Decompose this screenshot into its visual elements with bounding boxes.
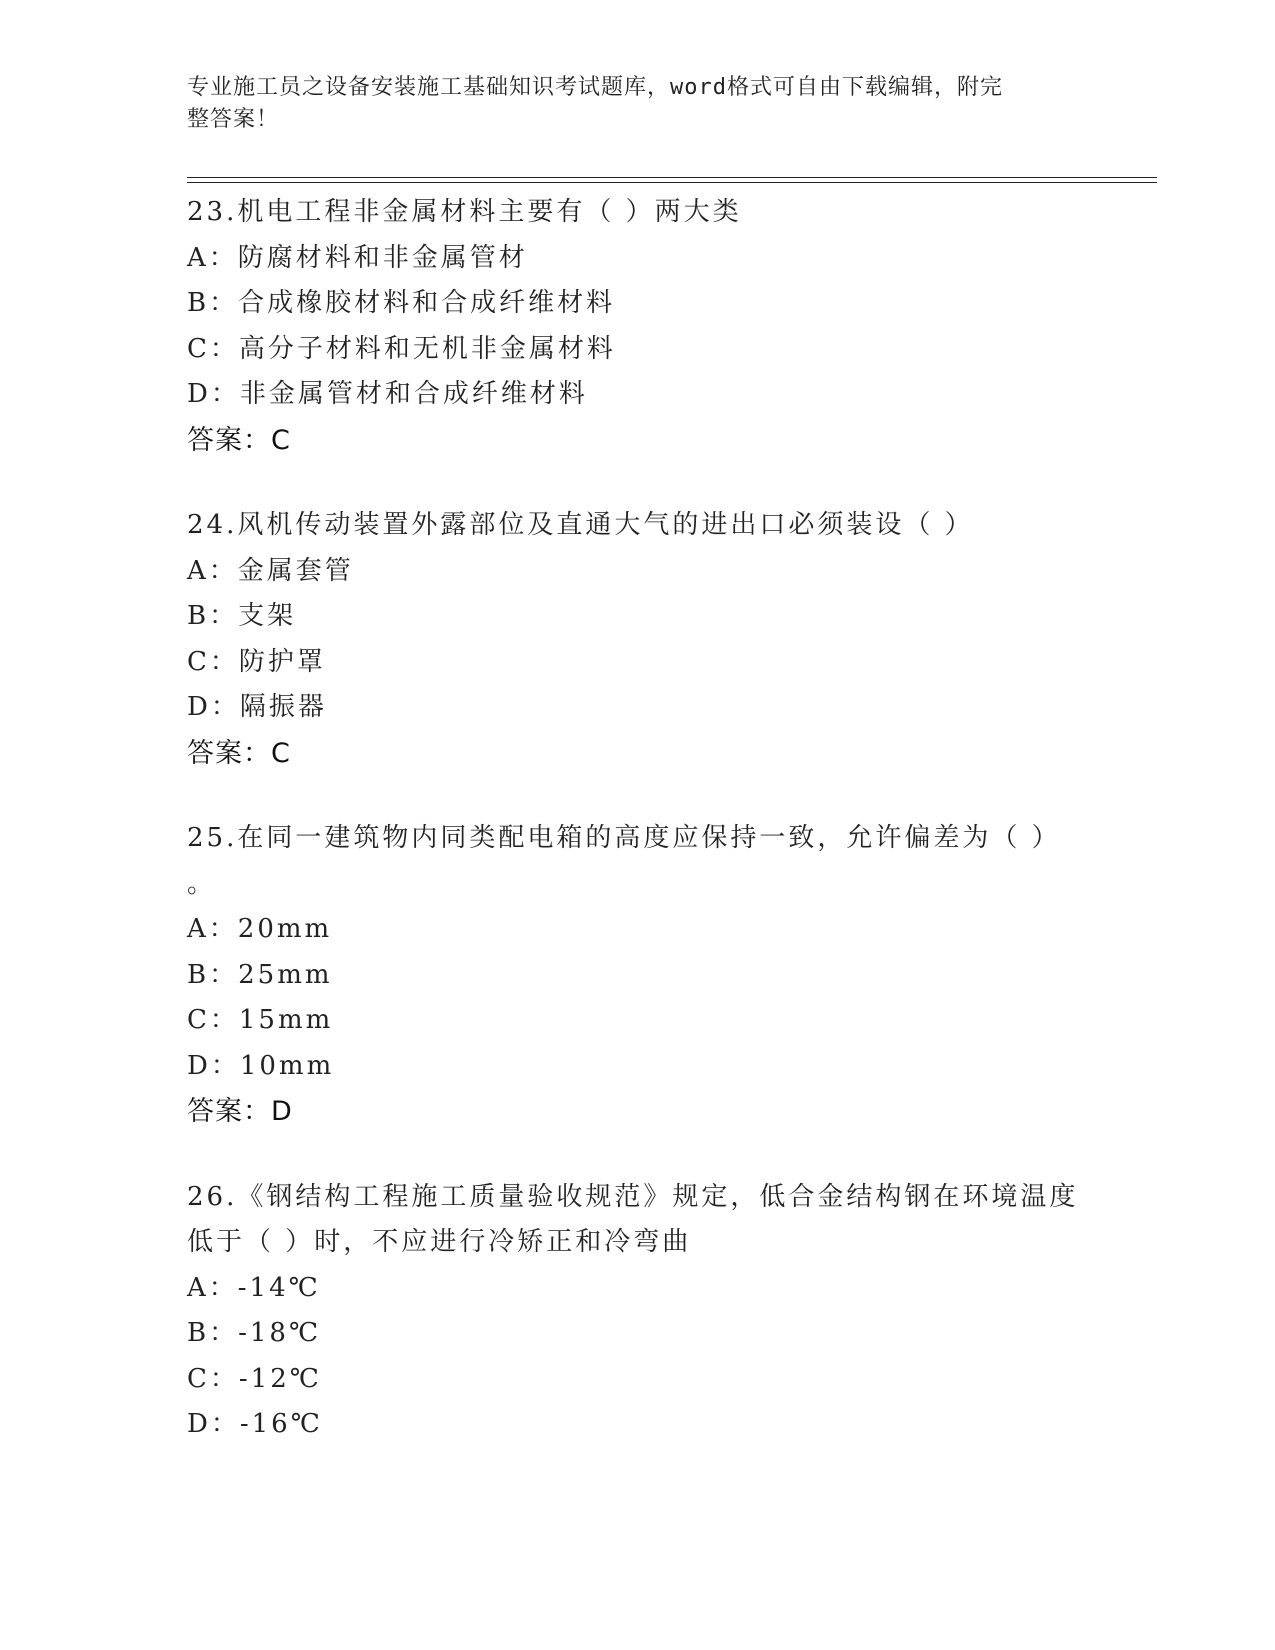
option-c: C：-12℃ [187,1363,322,1394]
question-stem-continuation: 。 [187,868,217,899]
answer-label: 答案：D [187,1096,293,1127]
question-23 [187,190,1087,463]
option-b: B：合成橡胶材料和合成纤维材料 [187,288,616,318]
option-b: B：-18℃ [187,1318,322,1348]
answer-label: 答案：C [187,424,291,456]
option-d: D：非金属管材和合成纤维材料 [187,379,588,409]
header-divider-top [187,177,1157,178]
option-d: D：隔振器 [187,692,327,722]
option-c: C：高分子材料和无机非金属材料 [187,333,616,364]
option-b: B：25mm [187,959,333,990]
answer-label: 答案：C [187,737,291,769]
header-line-1: 专业施工员之设备安装施工基础知识考试题库，word格式可自由下载编辑，附完 [187,75,1003,100]
option-a: A：金属套管 [187,555,354,586]
question-list [187,190,1087,1488]
option-c: C：防护罩 [187,646,326,677]
option-a: A：20mm [187,914,333,944]
question-stem: 23.机电工程非金属材料主要有（ ）两大类 [187,197,742,227]
question-26 [187,1175,1087,1448]
header-divider-bottom [187,182,1157,183]
option-d: D：-16℃ [187,1409,323,1439]
option-c: C：15mm [187,1005,334,1035]
option-d: D：10mm [187,1050,335,1081]
header-line-2: 整答案！ [187,107,280,132]
question-stem-continuation: 低于（ ）时，不应进行冷矫正和冷弯曲 [187,1227,692,1257]
question-stem: 25.在同一建筑物内同类配电箱的高度应保持一致，允许偏差为（ ） [187,823,1061,853]
option-a: A：防腐材料和非金属管材 [187,242,528,273]
option-b: B：支架 [187,601,297,631]
question-25 [187,816,1087,1135]
question-24 [187,503,1087,776]
question-stem: 24.风机传动装置外露部位及直通大气的进出口必须装设（ ） [187,510,974,540]
document-header [187,72,1067,136]
option-a: A：-14℃ [187,1272,321,1303]
question-stem: 26.《钢结构工程施工质量验收规范》规定，低合金结构钢在环境温度 [187,1181,1079,1212]
